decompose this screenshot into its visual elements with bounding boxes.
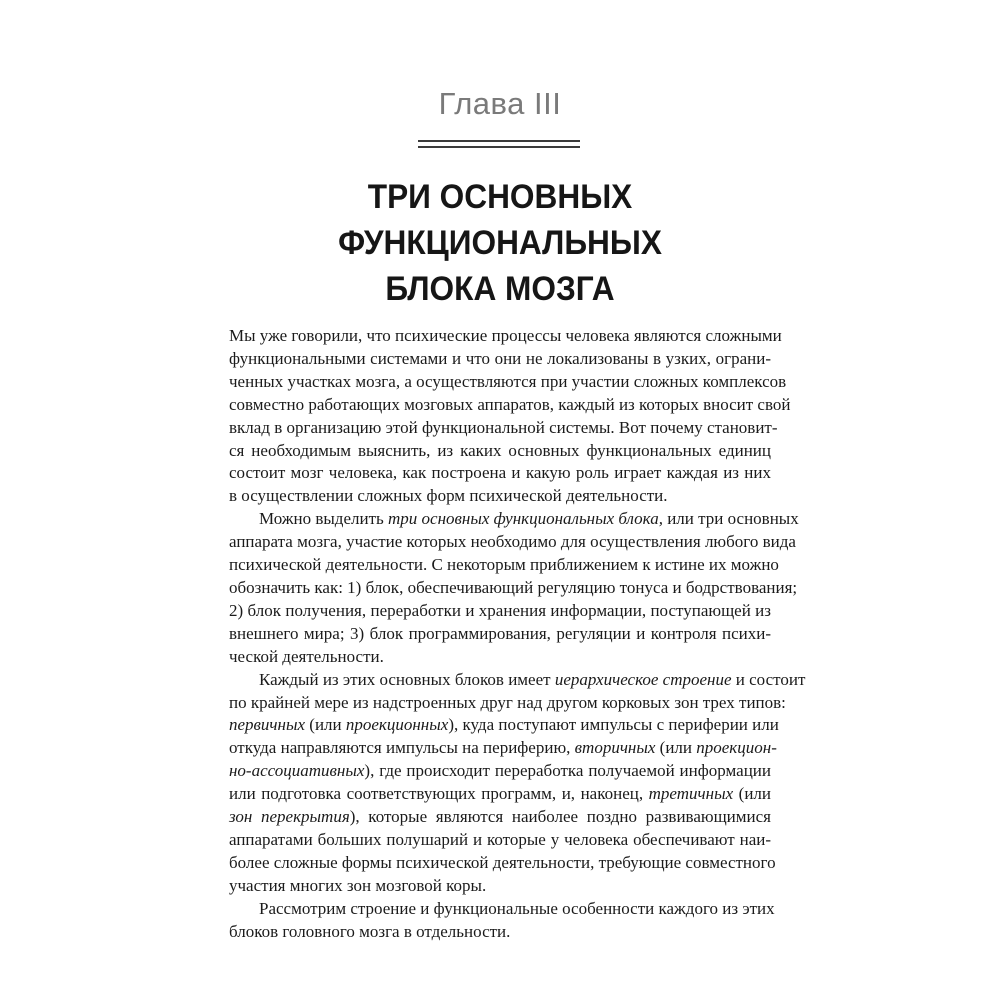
text-run: ся необходимым выяснить, из каких основных функциональных единиц [229, 440, 771, 460]
italic-term: вторичных [574, 738, 656, 758]
text-line [229, 875, 771, 898]
chapter-title-line: БЛОКА МОЗГА [385, 270, 615, 308]
text-run: в осуществлении сложных форм психической деятельности. [229, 486, 668, 506]
chapter-title-line: ТРИ ОСНОВНЫХ [367, 178, 633, 216]
text-run: Мы уже говорили, что психические процессы человека являются сложными [229, 326, 782, 345]
paragraph [229, 669, 806, 898]
text-run: психической деятельности. С некоторым приближением к истине их можно [229, 555, 779, 575]
text-run: аппаратами больших полушарий и которые у человека обеспечивают наи- [229, 829, 771, 849]
chapter-title-line: ФУНКЦИОНАЛЬНЫХ [338, 224, 662, 262]
chapter-label: Глава III [438, 86, 562, 121]
text-line [229, 348, 771, 371]
italic-term: третичных [648, 784, 734, 804]
text-line [229, 600, 771, 623]
text-run: вклад в организацию этой функциональной системы. Вот почему становит- [229, 417, 778, 437]
italic-term: проекционных [345, 715, 449, 735]
body-text [229, 325, 806, 943]
italic-term: проекцион- [696, 738, 777, 758]
chapter-rule-bottom [418, 146, 580, 148]
text-run: совместно работающих мозговых аппаратов, каждый из которых вносит свой [229, 394, 791, 414]
italic-term: первичных [229, 715, 306, 735]
italic-term: три основных функциональных блока, [388, 509, 663, 529]
text-run: 2) блок получения, переработки и хранения информации, поступающей из [229, 600, 771, 620]
text-line [229, 577, 798, 600]
text-run: по крайней мере из надстроенных друг над другом корковых зон трех типов: [229, 692, 786, 712]
text-line [229, 623, 771, 646]
text-line [229, 554, 779, 577]
italic-term: зон перекрытия [229, 807, 350, 827]
text-run: (или [305, 715, 346, 735]
text-run: ), которые являются наиболее поздно развивающимися [349, 807, 771, 827]
text-run: или три основных [662, 509, 799, 529]
text-run: (или [733, 784, 772, 804]
paragraph [229, 325, 791, 508]
text-line [229, 417, 778, 440]
chapter-rule-top [418, 140, 580, 142]
text-line [229, 806, 771, 829]
text-run: участия многих зон мозговой коры. [229, 875, 487, 895]
text-line [229, 829, 771, 852]
text-line [229, 737, 777, 760]
text-line [229, 921, 771, 944]
text-line [229, 508, 799, 531]
text-line [229, 646, 771, 669]
text-run: функциональными системами и что они не локализованы в узких, ограни- [229, 348, 771, 368]
text-run: внешнего мира; 3) блок программирования, регуляции и контроля психи- [229, 623, 771, 643]
text-line [229, 485, 771, 508]
text-run: ченных участках мозга, а осуществляются при участии сложных комплексов [229, 371, 787, 391]
text-line [229, 760, 771, 783]
text-run: ческой деятельности. [229, 646, 384, 666]
text-line [229, 692, 786, 715]
text-run: блоков головного мозга в отдельности. [229, 921, 511, 941]
chapter-title [35, 174, 965, 312]
text-run: или подготовка соответствующих программ, и, наконец, [229, 784, 649, 804]
text-run: ), куда поступают импульсы с периферии или [448, 715, 779, 735]
text-line [229, 852, 776, 875]
text-run: (или [655, 738, 697, 758]
text-line [229, 394, 791, 417]
paragraph [229, 898, 775, 944]
text-line [229, 462, 771, 485]
paragraph [229, 508, 799, 668]
text-run: более сложные формы психической деятельности, требующие совместного [229, 852, 776, 872]
text-line [229, 440, 771, 463]
text-line [229, 371, 787, 394]
text-line [229, 531, 796, 554]
italic-term: но-ассоциативных [229, 761, 365, 781]
text-run: откуда направляются импульсы на периферию, [229, 738, 575, 758]
text-run: Можно выделить [259, 509, 389, 529]
text-line [229, 669, 806, 692]
text-run: обозначить как: 1) блок, обеспечивающий регуляцию тонуса и бодрствования; [229, 577, 798, 597]
text-run: аппарата мозга, участие которых необходимо для осуществления любого вида [229, 532, 796, 552]
text-run: состоит мозг человека, как построена и какую роль играет каждая из них [229, 463, 771, 483]
text-run: и состоит [731, 669, 806, 689]
italic-term: иерархическое строение [554, 669, 732, 689]
text-line [229, 325, 782, 348]
text-line [229, 783, 771, 806]
text-run: Каждый из этих основных блоков имеет [259, 669, 555, 689]
text-line [229, 898, 775, 921]
text-run: ), где происходит переработка получаемой информации [364, 761, 771, 781]
text-run: Рассмотрим строение и функциональные особенности каждого из этих [259, 898, 775, 918]
text-line [229, 714, 779, 737]
